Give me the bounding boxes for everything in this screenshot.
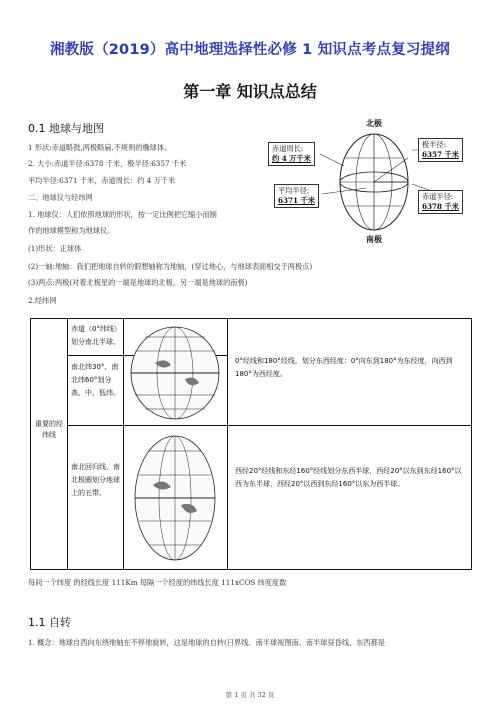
equator-note: 赤道（0°纬线）划分南北半球。 [71,325,121,346]
equator-circumference-value: 约 4 万千米 [272,154,311,163]
text-line: 1. 地球仪：人们依照地球的形状，按一定比例把它缩小而制 [28,210,217,219]
south-pole-label: 南极 [366,234,382,244]
text-line: (3)两点:两极(对着北极星的一端是地球的北极，另一端是地球的南极) [28,278,248,287]
equator-circumference-label: 赤道周长: [272,144,304,153]
document-title: 湘教版（2019）高中地理选择性必修 1 知识点考点复习提纲 [49,42,451,58]
table-divider [227,319,228,569]
equator-circumference-box [268,142,315,166]
mean-radius-value: 6371 千米 [278,196,315,205]
text-line: 1 形状:赤道略鼓,两极略扁,不规则的椭球体。 [28,143,172,152]
text-line: 作的地球模型称为地球仪。 [28,226,115,235]
earth-size-diagram [262,118,474,244]
section-heading-rotation: 1.1 自转 [28,616,71,629]
text-line: 2.经纬网 [28,296,57,305]
latitude-globe-drawing [125,323,225,423]
section-heading-earth-and-map: 0.1 地球与地图 [28,122,104,135]
hemisphere-division-note: 西经20°经线和东经160°经线划分东西半球，西经20°以东到东经160°以西为东半球，西经20°以西到东经160°以东为西半球。 [235,467,462,488]
text-line: 平均半径:6371 千米，赤道周长：约 4 万千米 [28,176,176,185]
polar-radius-box [418,138,463,162]
equatorial-radius-value: 6378 千米 [422,202,459,211]
table-divider [67,319,68,569]
chapter-title: 第一章 知识点总结 [183,82,317,101]
mean-radius-label: 平均半径: [278,186,310,195]
degree-length-note: 每间一个纬度 的经线长度 111Km 每隔一个经度的纬线长度 111xCOS 纬度度数 [28,578,287,587]
five-zones-note: 南北回归线、南北极圈划分地球上的五带。 [71,463,120,497]
equatorial-radius-box [418,190,463,214]
text-line: (1)形状：正球体 [28,244,82,253]
row-header-important-lines: 重要的经纬线 [35,420,63,439]
graticule-table [30,318,472,570]
north-pole-label: 北极 [366,118,382,128]
text-line: (2)一轴:地轴：我们把地球自转的假想轴称为地轴，(穿过地心，与地球表面相交于两极点) [28,262,313,271]
meridian-degrees-note: 0°经线和180°经线，划分东西经度：0°向东到180°为东经度，向西到180°为西经度。 [235,357,453,378]
polar-radius-label: 极半径: [422,140,446,149]
equatorial-radius-label: 赤道半径: [422,192,454,201]
page-footer: 第 1 页 共 32 页 [225,691,275,699]
table-divider [67,425,471,426]
text-line: 1. 概念：地球自西向东绕地轴在不停地旋转，这是地球的自转(日界线、南半球视图南、南半球昼昏线、东西都是 [28,638,385,647]
table-divider [123,319,124,569]
text-line: 二、地球仪与经纬网 [28,193,93,202]
zones-globe-drawing [125,431,225,565]
text-line: 2. 大小:赤道半径:6378 千米，极半径:6357 千米 [28,159,187,168]
polar-radius-value: 6357 千米 [422,150,459,159]
latitude-zones-note: 南北纬30°、南北纬60°划分高、中、低纬。 [71,363,120,397]
mean-radius-box [274,184,319,208]
